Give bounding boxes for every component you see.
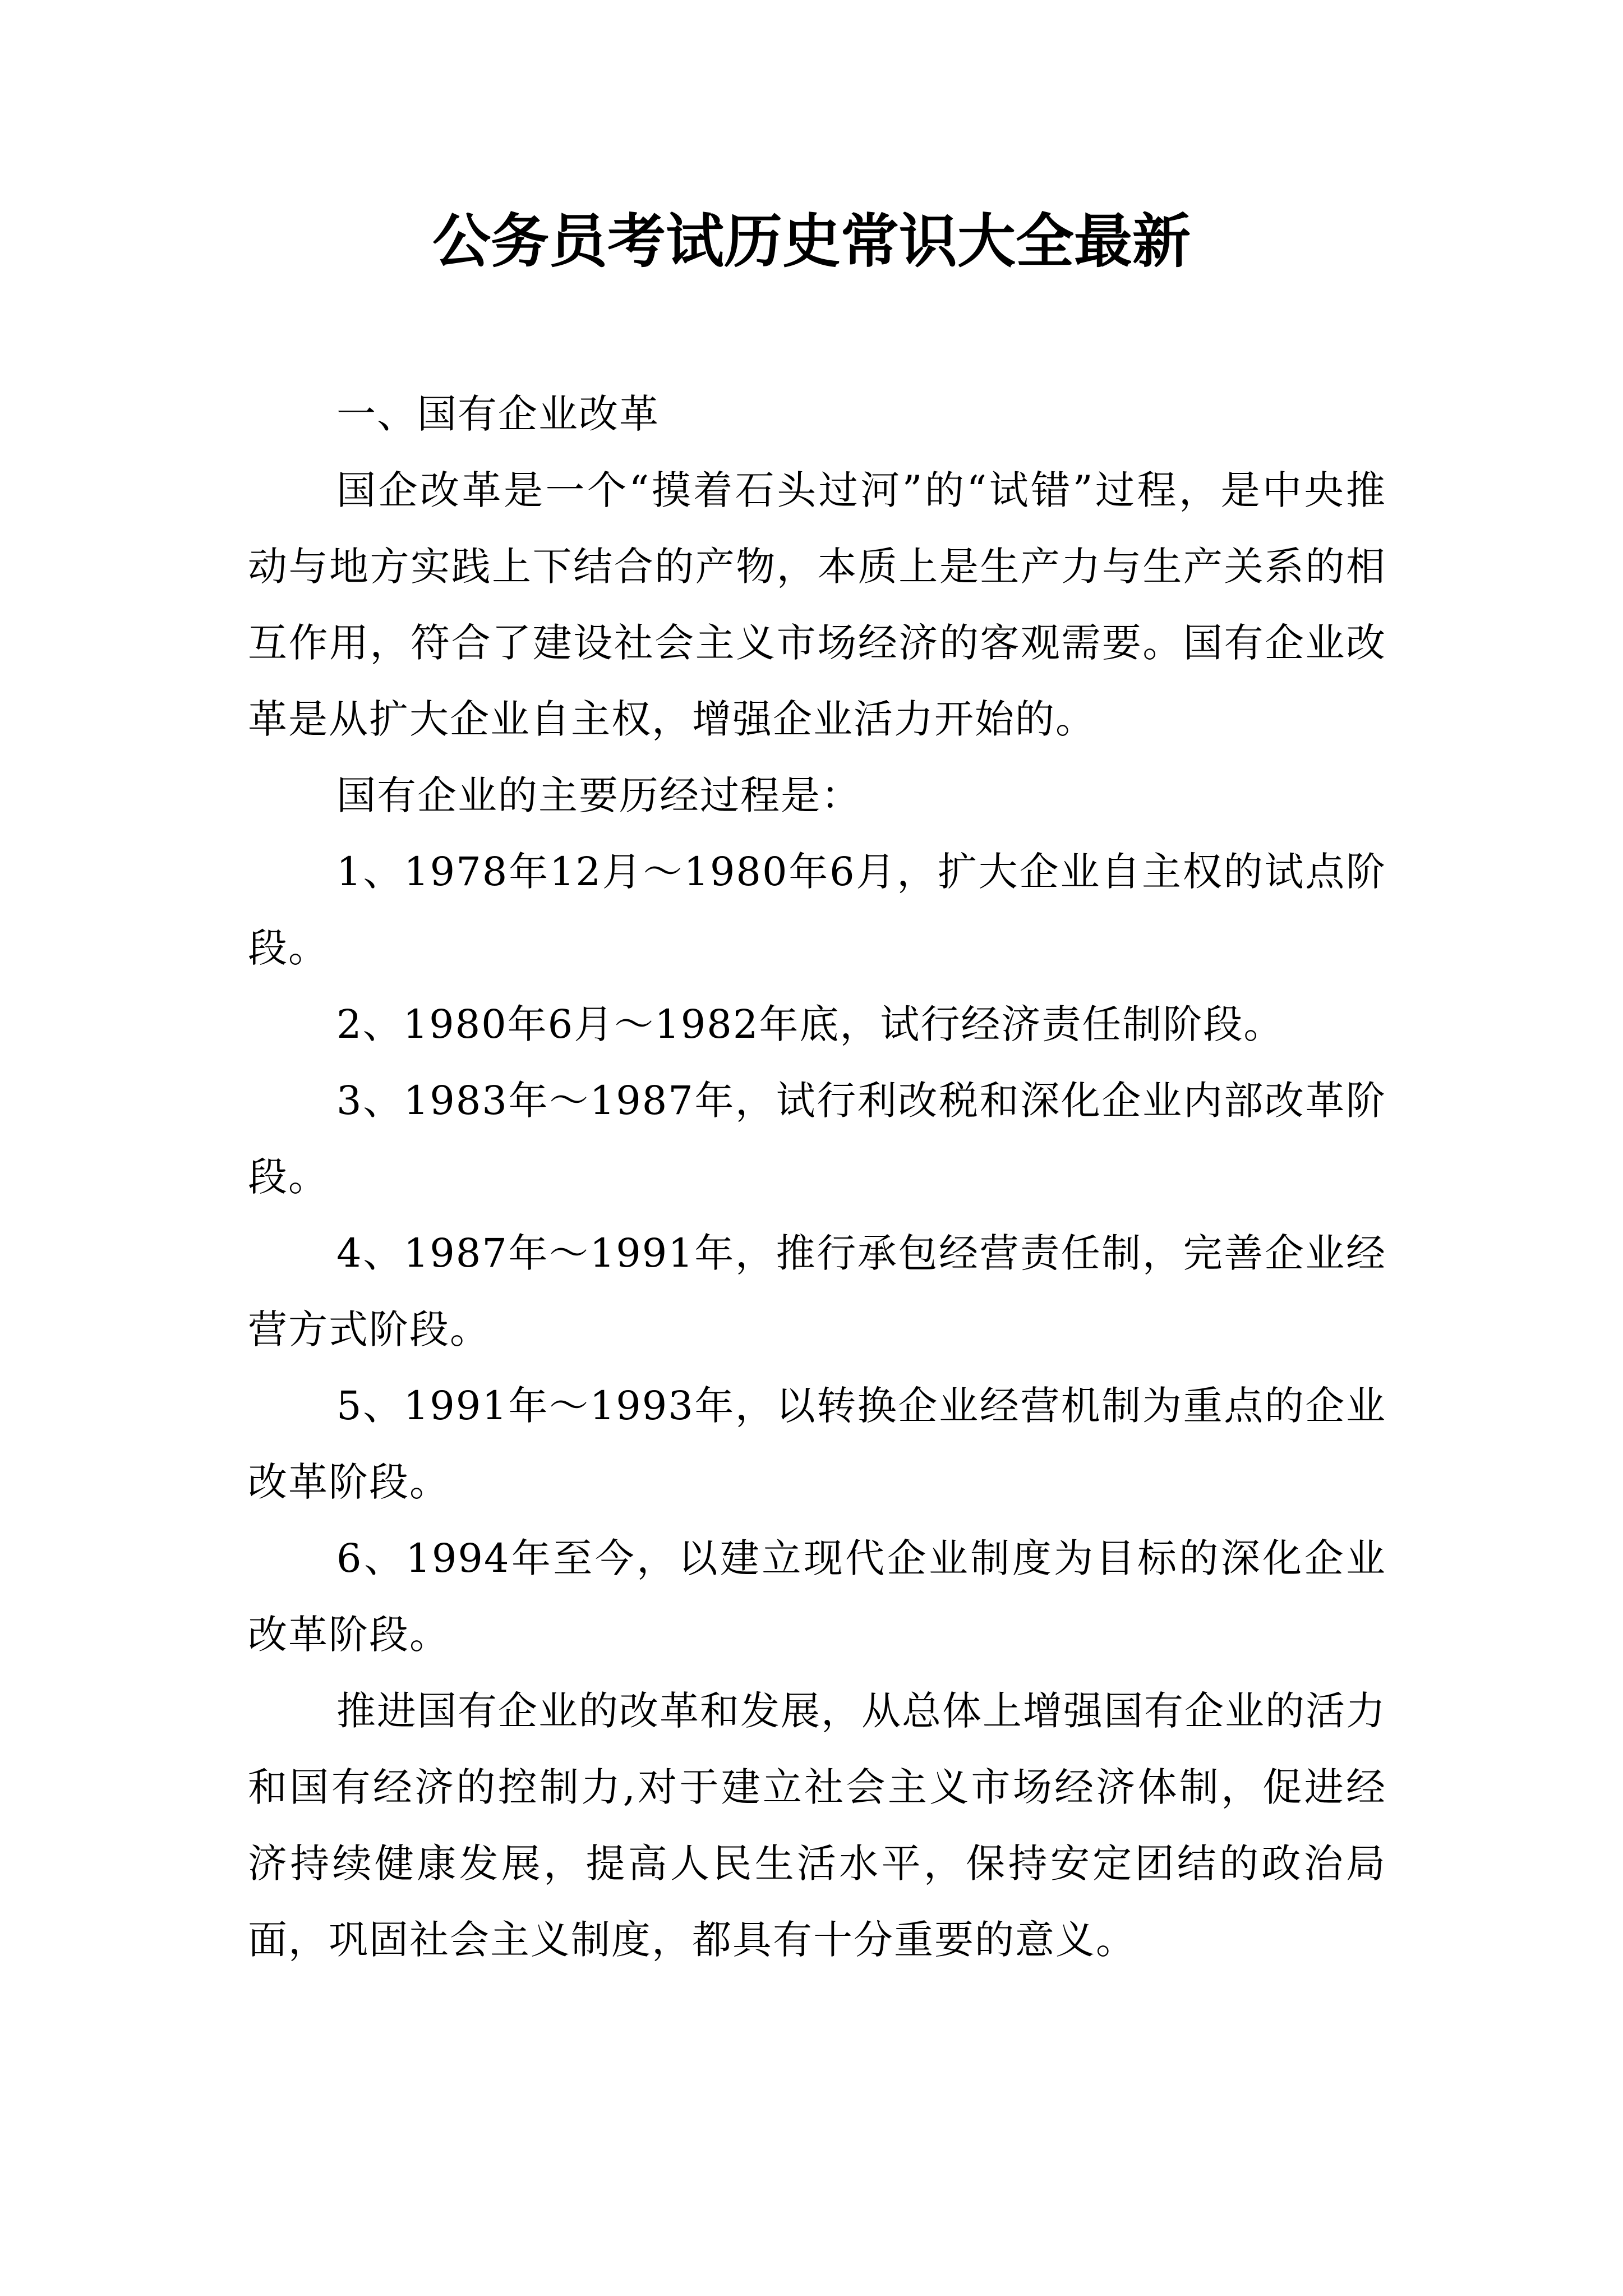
list-item: 6、1994年至今，以建立现代企业制度为目标的深化企业改革阶段。 — [248, 1535, 1386, 1658]
list-item: 3、1983年～1987年，试行利改税和深化企业内部改革阶段。 — [248, 1078, 1386, 1200]
list-item: 4、1987年～1991年，推行承包经营责任制，完善企业经营方式阶段。 — [248, 1230, 1386, 1352]
body-paragraph: 国有企业的主要历经过程是： — [336, 772, 861, 818]
list-item: 1、1978年12月～1980年6月，扩大企业自主权的试点阶段。 — [248, 849, 1386, 971]
body-paragraph: 国企改革是一个“摸着石头过河”的“试错”过程，是中央推动与地方实践上下结合的产物，本质上是生产力与生产关系的相互作用，符合了建设社会主义市场经济的客观需要。国有企业改革是从扩大企业自主权，增强企业活力开始的。 — [248, 467, 1386, 742]
document-body — [248, 376, 1386, 1978]
section-heading: 一、国有企业改革 — [336, 391, 660, 437]
list-item: 2、1980年6月～1982年底，试行经济责任制阶段。 — [336, 1001, 1284, 1047]
body-paragraph: 推进国有企业的改革和发展，从总体上增强国有企业的活力和国有经济的控制力,对于建立社会主义市场经济体制，促进经济持续健康发展，提高人民生活水平，保持安定团结的政治局面，巩固社会主义制度，都具有十分重要的意义。 — [248, 1688, 1386, 1963]
list-item: 5、1991年～1993年，以转换企业经营机制为重点的企业改革阶段。 — [248, 1383, 1386, 1505]
document-title: 公务员考试历史常识大全最新 — [432, 207, 1191, 275]
